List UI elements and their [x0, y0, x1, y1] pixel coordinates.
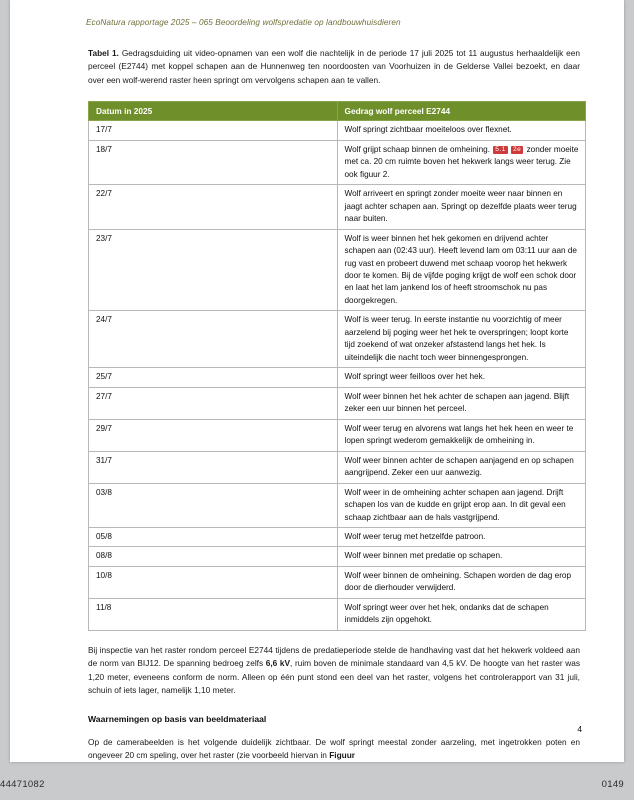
paragraph-inspection: [88, 644, 580, 698]
cell-behaviour: Wolf weer terug met hetzelfde patroon.: [337, 527, 586, 546]
cell-behaviour: Wolf weer binnen het hek achter de schapen aan jagend. Blijft zeker een uur binnen het perceel.: [337, 387, 586, 419]
table-caption-text: Gedragsduiding uit video-opnamen van een wolf die nachtelijk in de periode 17 juli 2025 tot 11 augustus herhaaldelijk een perceel (E2744) met koppel schapen aan de Hunnenweg ten noordoosten van Voorhuizen in de Gelderse Vallei bezoekt, en daar over een wolf-werend raster heen springt om vervolgens schapen aan te vallen.: [88, 48, 581, 85]
table-caption-label: Tabel 1.: [88, 48, 119, 58]
footer-page-code: 0149: [601, 779, 624, 790]
cell-behaviour: Wolf weer binnen achter de schapen aanjagend en op schapen aangrijpend. Zeker een uur aanwezig.: [337, 451, 586, 483]
cell-behaviour: Wolf weer binnen de omheining. Schapen worden de dag erop door de dierhouder verwijderd.: [337, 566, 586, 598]
cell-date: 18/7: [89, 140, 338, 184]
paragraph-inspection-a: Bij inspectie van het raster rondom perceel E2744 tijdens de predatieperiode stelde de handhaving vast dat het hekwerk voldeed aan de norm van BIJ12. De spanning bedroeg zelfs: [88, 644, 580, 669]
redaction-badge-2: 2e: [512, 145, 522, 153]
cell-date: 08/8: [89, 547, 338, 566]
table-row: [89, 547, 586, 566]
table-body: [89, 121, 586, 630]
table-row: [89, 185, 586, 229]
cell-date: 03/8: [89, 483, 338, 527]
cell-behaviour: Wolf weer binnen met predatie op schapen.: [337, 547, 586, 566]
table-row: [89, 368, 586, 387]
page-number: 4: [577, 724, 582, 734]
behaviour-text-post: zonder moeite met ca. 20 cm ruimte boven het hekwerk langs weer terug. Zie ook figuur 2.: [344, 144, 579, 179]
document-page: [10, 0, 624, 762]
paragraph-observations: [88, 736, 580, 762]
table-row: [89, 121, 586, 140]
cell-date: 27/7: [89, 387, 338, 419]
behaviour-text-pre: Wolf grijpt schaap binnen de omheining.: [344, 144, 493, 154]
cell-behaviour: Wolf is weer binnen het hek gekomen en drijvend achter schapen aan (02:43 uur). Heeft levend lam om 03:11 uur aan de rug vast en probeert duwend met schaap voorop het hekwerk door te komen. Bij de vijfde poging krijgt de wolf een schok door en laat het lam jankend los of heeft stroomschok nu pas doorgekregen.: [337, 229, 586, 311]
cell-behaviour: Wolf weer in de omheining achter schapen aan jagend. Drijft schapen los van de kudde en grijpt erop aan. In dit geval een schaap zichtbaar aan de hals vastgrijpend.: [337, 483, 586, 527]
cell-behaviour: Wolf arriveert en springt zonder moeite weer naar binnen en jaagt achter schapen aan. Springt op dezelfde plaats weer terug naar buiten.: [337, 185, 586, 229]
table-head: [89, 102, 586, 121]
cell-date: 11/8: [89, 598, 338, 630]
section-heading-observations: Waarnemingen op basis van beeldmateriaal: [88, 713, 267, 724]
table-row: [89, 229, 586, 311]
table-row: [89, 419, 586, 451]
table-row: [89, 451, 586, 483]
table-row: [89, 311, 586, 368]
column-header-date: Datum in 2025: [89, 102, 338, 121]
footer-document-id: 44471082: [0, 779, 45, 790]
cell-date: 24/7: [89, 311, 338, 368]
table-caption: [88, 47, 580, 87]
cell-behaviour: Wolf springt weer feilloos over het hek.: [337, 368, 586, 387]
table-row: [89, 483, 586, 527]
table-header-row: [89, 102, 586, 121]
page-content: [10, 0, 624, 762]
cell-behaviour: Wolf is weer terug. In eerste instantie nu voorzichtig of meer aarzelend bij poging weer het hek te overspringen; loopt korte tijd zoekend of wat onzeker afstastend langs het hek. Is uiteindelijk die nacht toch weer binnengesprongen.: [337, 311, 586, 368]
cell-date: 10/8: [89, 566, 338, 598]
table-row: [89, 140, 586, 184]
cell-date: 17/7: [89, 121, 338, 140]
paragraph-inspection-b: , ruim boven de minimale standaard van 4,5 kV. De hoogte van het raster was 1,20 meter, eveneens conform de norm. Alleen op één punt stond een deel van het raster, volgens het controlerapport van 31 juli, schuin of iets lager, namelijk 1,10 meter.: [88, 658, 580, 696]
cell-date: 31/7: [89, 451, 338, 483]
redaction-badge-1: 5.1: [495, 145, 506, 153]
table-row: [89, 598, 586, 630]
cell-behaviour: [337, 140, 586, 184]
cell-date: 05/8: [89, 527, 338, 546]
behaviour-log-table: [88, 101, 586, 630]
cell-behaviour: Wolf weer terug en alvorens wat langs het hek heen en weer te lopen springt wederom gemakkelijk de omheining in.: [337, 419, 586, 451]
cell-behaviour: Wolf springt weer over het hek, ondanks dat de schapen inmiddels zijn opgehokt.: [337, 598, 586, 630]
table-row: [89, 566, 586, 598]
table-row: [89, 387, 586, 419]
cell-date: 25/7: [89, 368, 338, 387]
voltage-value: 6,6 kV: [265, 658, 291, 669]
cell-date: 22/7: [89, 185, 338, 229]
cell-behaviour: Wolf springt zichtbaar moeiteloos over flexnet.: [337, 121, 586, 140]
paragraph-observations-a: Op de camerabeelden is het volgende duidelijk zichtbaar. De wolf springt meestal zonder aarzeling, met ingetrokken poten en ongeveer 20 cm speling, over het raster (zie voorbeeld hiervan in: [88, 736, 580, 760]
table-row: [89, 527, 586, 546]
figure-reference: Figuur: [329, 749, 356, 760]
document-header: EcoNatura rapportage 2025 – 065 Beoordeling wolfspredatie op landbouwhuisdieren: [86, 18, 401, 27]
cell-date: 29/7: [89, 419, 338, 451]
cell-date: 23/7: [89, 229, 338, 311]
column-header-behaviour: Gedrag wolf perceel E2744: [337, 102, 586, 121]
